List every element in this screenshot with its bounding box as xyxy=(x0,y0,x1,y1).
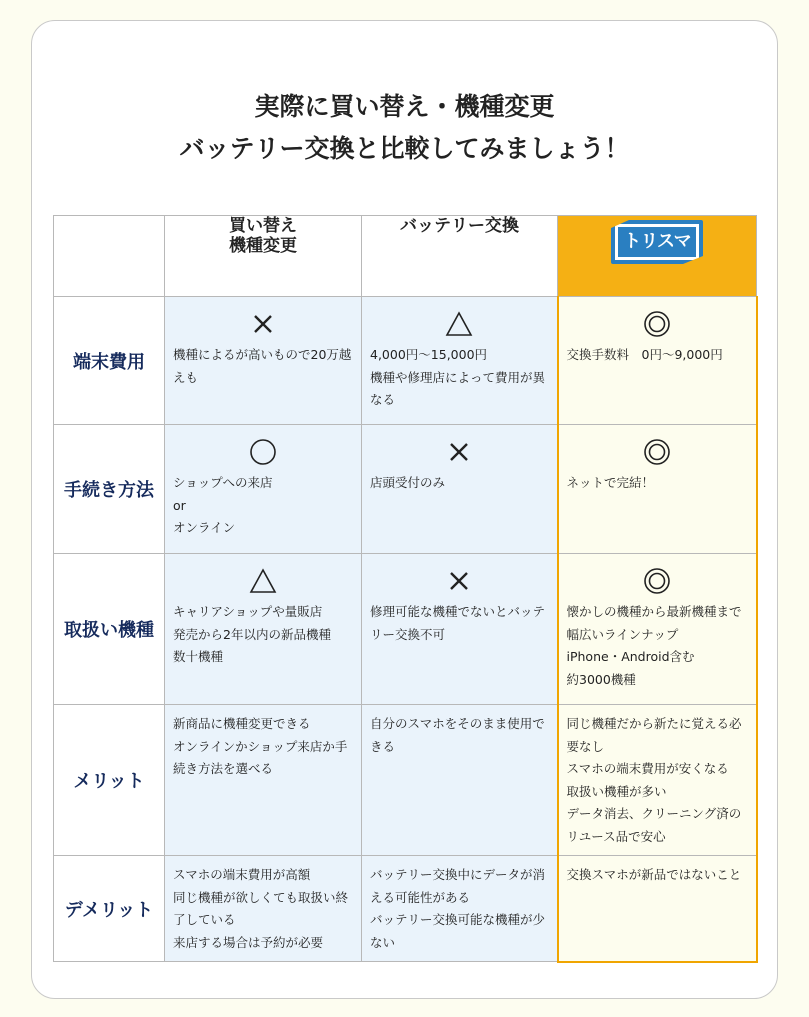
table-row xyxy=(54,297,757,425)
header-replace-line-1: 買い替え xyxy=(229,216,297,236)
circle-icon xyxy=(165,438,361,466)
cell-text xyxy=(362,705,557,764)
row-label: 取扱い機種 xyxy=(54,554,165,705)
comparison-table xyxy=(53,215,758,963)
cross-icon xyxy=(362,438,557,466)
cell-text xyxy=(165,705,361,787)
cell-line: 店頭受付のみ xyxy=(370,475,446,490)
cell-line: スマホの端末費用が安くなる xyxy=(566,761,729,776)
cell-line: ネットで完結！ xyxy=(566,475,655,490)
cell-b xyxy=(362,554,558,705)
cell-text xyxy=(559,705,756,854)
torisuma-logo xyxy=(609,216,705,268)
title-line-1: 実際に買い替え・機種変更 xyxy=(254,92,555,121)
torisuma-logo-text: トリスマ xyxy=(623,231,691,252)
cell-line: 来店する場合は予約が必要 xyxy=(173,934,324,950)
cell-text xyxy=(362,338,557,418)
table-row xyxy=(54,554,757,705)
cell-line: バッテリー交換可能な機種が少ない xyxy=(370,912,546,950)
triangle-icon xyxy=(165,567,361,595)
cell-line: 交換スマホが新品ではないこと xyxy=(566,867,742,882)
title-line-2: バッテリー交換と比較してみましょう！ xyxy=(179,134,630,163)
cell-line: 新商品に機種変更できる xyxy=(173,716,311,731)
header-battery: バッテリー交換 xyxy=(362,216,558,297)
page-title xyxy=(0,86,809,170)
cell-line: オンラインかショップ来店か手続き方法を選べる xyxy=(173,738,348,776)
cell-line: 取扱い機種が多い xyxy=(566,783,667,799)
cell-text xyxy=(362,595,557,652)
cell-line: スマホの端末費用が高額 xyxy=(173,867,311,882)
cell-c xyxy=(558,705,757,856)
cell-text xyxy=(362,466,557,501)
cell-line: キャリアショップや量販店 xyxy=(173,604,323,619)
table-row xyxy=(54,425,757,554)
cell-line: 交換手数料 0円〜9,000円 xyxy=(566,347,723,362)
cell-text xyxy=(559,338,756,373)
double-circle-icon xyxy=(559,567,756,595)
triangle-icon xyxy=(362,310,557,338)
cell-line: バッテリー交換中にデータが消える可能性がある xyxy=(370,867,546,905)
row-label: 手続き方法 xyxy=(54,425,165,554)
cell-c xyxy=(558,856,757,962)
cell-line: 4,000円〜15,000円 xyxy=(370,347,488,362)
cell-b xyxy=(362,297,558,425)
cell-text xyxy=(559,466,756,501)
cell-b xyxy=(362,425,558,554)
row-label: デメリット xyxy=(54,856,165,962)
cell-a xyxy=(165,425,362,554)
cell-c xyxy=(558,297,757,425)
cell-text xyxy=(559,595,756,697)
cell-text xyxy=(362,856,557,960)
double-circle-icon xyxy=(559,438,756,466)
cell-text xyxy=(165,856,361,960)
header-torisuma xyxy=(558,216,757,297)
table-row xyxy=(54,856,757,962)
cell-line: or xyxy=(173,497,186,513)
double-circle-icon xyxy=(559,310,756,338)
cell-b xyxy=(362,856,558,962)
cell-line: 同じ機種が欲しくても取扱い終了している xyxy=(173,889,349,927)
cell-c xyxy=(558,554,757,705)
cell-a xyxy=(165,856,362,962)
header-replace xyxy=(165,216,362,297)
cell-text xyxy=(165,595,361,675)
row-label: 端末費用 xyxy=(54,297,165,425)
cell-line: 機種や修理店によって費用が異なる xyxy=(370,369,546,407)
cell-a xyxy=(165,705,362,856)
header-replace-line-2: 機種変更 xyxy=(229,236,297,256)
row-label: メリット xyxy=(54,705,165,856)
cell-a xyxy=(165,297,362,425)
cell-b xyxy=(362,705,558,856)
cell-line: ショップへの来店 xyxy=(173,475,273,490)
cell-line: 同じ機種だから新たに覚える必要なし xyxy=(566,716,742,754)
cell-line: 修理可能な機種でないとバッテリー交換不可 xyxy=(370,604,546,642)
cross-icon xyxy=(362,567,557,595)
cell-line: 自分のスマホをそのまま使用できる xyxy=(370,716,545,754)
cell-line: オンライン xyxy=(173,520,236,535)
cell-line: 懐かしの機種から最新機種まで幅広いラインナップ xyxy=(566,604,742,642)
cell-line: 発売から2年以内の新品機種 xyxy=(173,626,331,642)
header-empty-cell xyxy=(54,216,165,297)
cell-line: 約3000機種 xyxy=(566,671,636,687)
cell-text xyxy=(165,466,361,546)
cell-text xyxy=(165,338,361,395)
cell-line: 数十機種 xyxy=(173,649,224,664)
cross-icon xyxy=(165,310,361,338)
cell-c xyxy=(558,425,757,554)
table-row xyxy=(54,705,757,856)
cell-line: iPhone・Android含む xyxy=(566,649,695,664)
cell-a xyxy=(165,554,362,705)
cell-line: 機種によるが高いもので20万越えも xyxy=(173,347,352,385)
cell-text xyxy=(559,856,756,893)
cell-line: データ消去、クリーニング済のリユース品で安心 xyxy=(566,806,742,844)
